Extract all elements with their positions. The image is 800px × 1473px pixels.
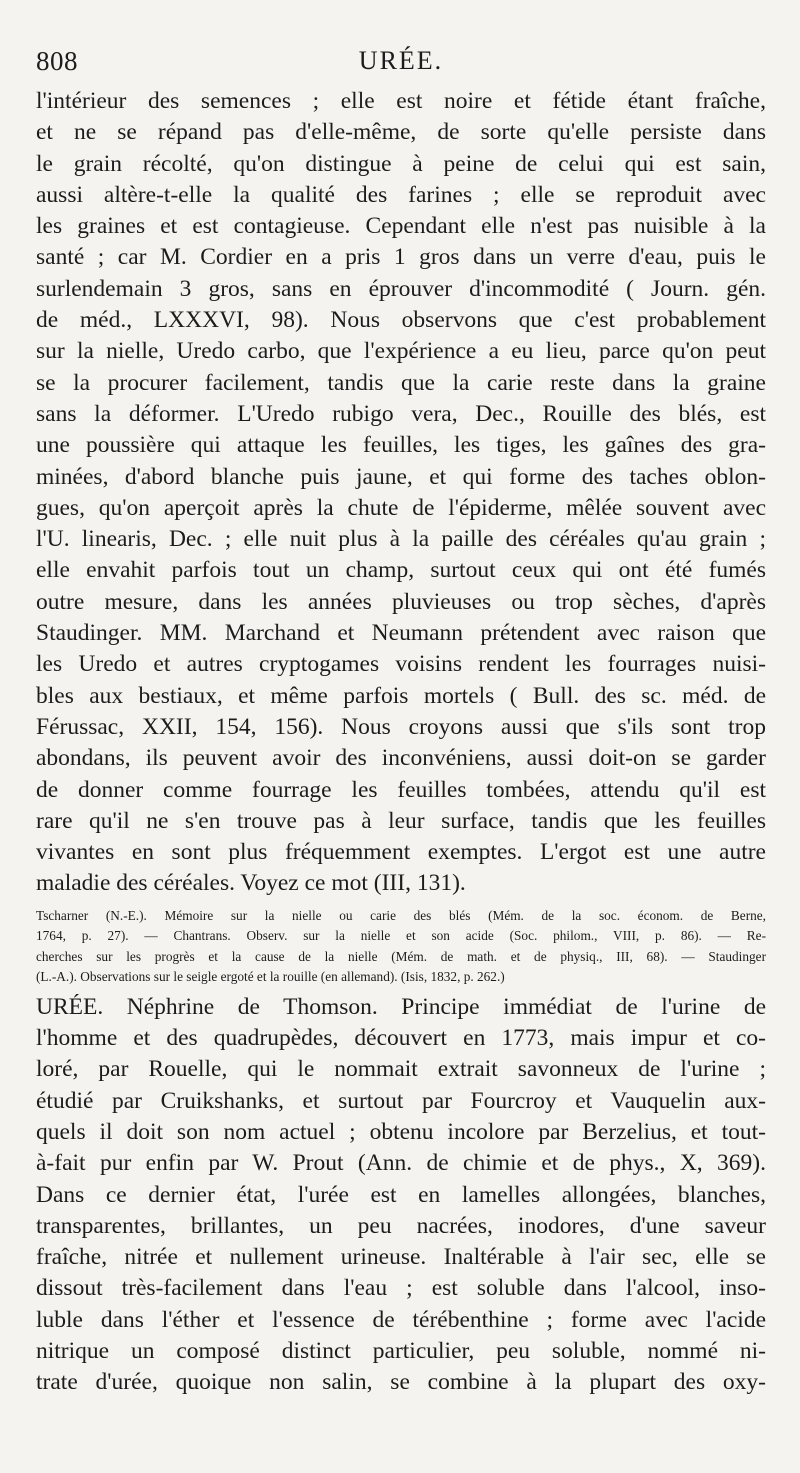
note-line: cherches sur les progrès et la cause de la nielle (Mém. de math. et de physiq., III, 68). — Staudinger bbox=[36, 948, 766, 964]
text-line: l'homme et des quadrupèdes, découvert en 1773, mais impur et co- bbox=[36, 1025, 766, 1052]
text-line: URÉE. Néphrine de Thomson. Principe immédiat de l'urine de bbox=[36, 993, 766, 1020]
text-line: loré, par Rouelle, qui le nommait extrait savonneux de l'urine ; bbox=[36, 1056, 766, 1083]
text-line: une poussière qui attaque les feuilles, les tiges, les gaînes des gra- bbox=[36, 432, 766, 459]
text-line: luble dans l'éther et l'essence de térébenthine ; forme avec l'acide bbox=[36, 1306, 766, 1333]
text-line: santé ; car M. Cordier en a pris 1 gros dans un verre d'eau, puis le bbox=[36, 244, 766, 271]
bibliography-notes bbox=[36, 906, 766, 988]
running-title: URÉE. bbox=[358, 46, 444, 75]
text-line: sans la déformer. L'Uredo rubigo vera, Dec., Rouille des blés, est bbox=[36, 400, 766, 427]
text-line: l'intérieur des semences ; elle est noire et fétide étant fraîche, bbox=[36, 88, 766, 114]
text-line: aussi altère-t-elle la qualité des farines ; elle se reproduit avec bbox=[36, 181, 766, 208]
text-line: les graines et est contagieuse. Cependant elle n'est pas nuisible à la bbox=[36, 213, 766, 240]
text-line: surlendemain 3 gros, sans en éprouver d'incommodité ( Journ. gén. bbox=[36, 275, 766, 302]
text-line: étudié par Cruikshanks, et surtout par Fourcroy et Vauquelin aux- bbox=[36, 1087, 766, 1114]
text-line: minées, d'abord blanche puis jaune, et qui forme des taches oblon- bbox=[36, 463, 766, 490]
text-line: l'U. linearis, Dec. ; elle nuit plus à la paille des céréales qu'au grain ; bbox=[36, 526, 766, 553]
text-line: Staudinger. MM. Marchand et Neumann prétendent avec raison que bbox=[36, 620, 766, 647]
body-text bbox=[36, 86, 766, 1399]
page-number: 808 bbox=[36, 46, 78, 76]
note-line: (L.-A.). Observations sur le seigle ergoté et la rouille (en allemand). (Isis, 1832, p. 262.) bbox=[36, 969, 505, 985]
text-line: et ne se répand pas d'elle-même, de sorte qu'elle persiste dans bbox=[36, 119, 766, 146]
uree-entry bbox=[36, 992, 766, 1399]
note-line: Tscharner (N.-E.). Mémoire sur la nielle ou carie des blés (Mém. de la soc. économ. de Berne, bbox=[36, 907, 766, 923]
page-header bbox=[36, 46, 766, 86]
text-line: outre mesure, dans les années pluvieuses ou trop sèches, d'après bbox=[36, 588, 766, 615]
text-line: abondans, ils peuvent avoir des inconvéniens, aussi doit-on se garder bbox=[36, 745, 766, 772]
text-line: trate d'urée, quoique non salin, se combine à la plupart des oxy- bbox=[36, 1369, 766, 1396]
text-line: transparentes, brillantes, un peu nacrées, inodores, d'une saveur bbox=[36, 1212, 766, 1239]
text-line: bles aux bestiaux, et même parfois mortels ( Bull. des sc. méd. de bbox=[36, 682, 766, 709]
text-line: dissout très-facilement dans l'eau ; est soluble dans l'alcool, inso- bbox=[36, 1275, 766, 1302]
text-line: nitrique un composé distinct particulier, peu soluble, nommé ni- bbox=[36, 1337, 766, 1364]
text-line: de méd., LXXXVI, 98). Nous observons que c'est probablement bbox=[36, 307, 766, 334]
text-line: le grain récolté, qu'on distingue à peine de celui qui est sain, bbox=[36, 150, 766, 177]
text-line: les Uredo et autres cryptogames voisins rendent les fourrages nuisi- bbox=[36, 651, 766, 678]
text-line: Dans ce dernier état, l'urée est en lamelles allongées, blanches, bbox=[36, 1181, 766, 1208]
text-line: de donner comme fourrage les feuilles tombées, attendu qu'il est bbox=[36, 776, 766, 803]
text-line: vivantes en sont plus fréquemment exemptes. L'ergot est une autre bbox=[36, 839, 766, 866]
text-line: rare qu'il ne s'en trouve pas à leur surface, tandis que les feuilles bbox=[36, 807, 766, 834]
text-line: maladie des céréales. Voyez ce mot (III, 131). bbox=[36, 870, 466, 897]
text-line: quels il doit son nom actuel ; obtenu incolore par Berzelius, et tout- bbox=[36, 1118, 766, 1145]
continued-paragraph bbox=[36, 86, 766, 900]
text-line: à-fait pur enfin par W. Prout (Ann. de chimie et de phys., X, 369). bbox=[36, 1150, 766, 1177]
text-line: sur la nielle, Uredo carbo, que l'expérience a eu lieu, parce qu'on peut bbox=[36, 338, 766, 365]
text-line: se la procurer facilement, tandis que la carie reste dans la graine bbox=[36, 369, 766, 396]
text-line: Férussac, XXII, 154, 156). Nous croyons aussi que s'ils sont trop bbox=[36, 713, 766, 740]
text-line: elle envahit parfois tout un champ, surtout ceux qui ont été fumés bbox=[36, 557, 766, 584]
text-line: fraîche, nitrée et nullement urineuse. Inaltérable à l'air sec, elle se bbox=[36, 1244, 766, 1271]
note-line: 1764, p. 27). — Chantrans. Observ. sur la nielle et son acide (Soc. philom., VIII, p. 86). — Re- bbox=[36, 928, 766, 944]
text-line: gues, qu'on aperçoit après la chute de l'épiderme, mêlée souvent avec bbox=[36, 494, 766, 521]
